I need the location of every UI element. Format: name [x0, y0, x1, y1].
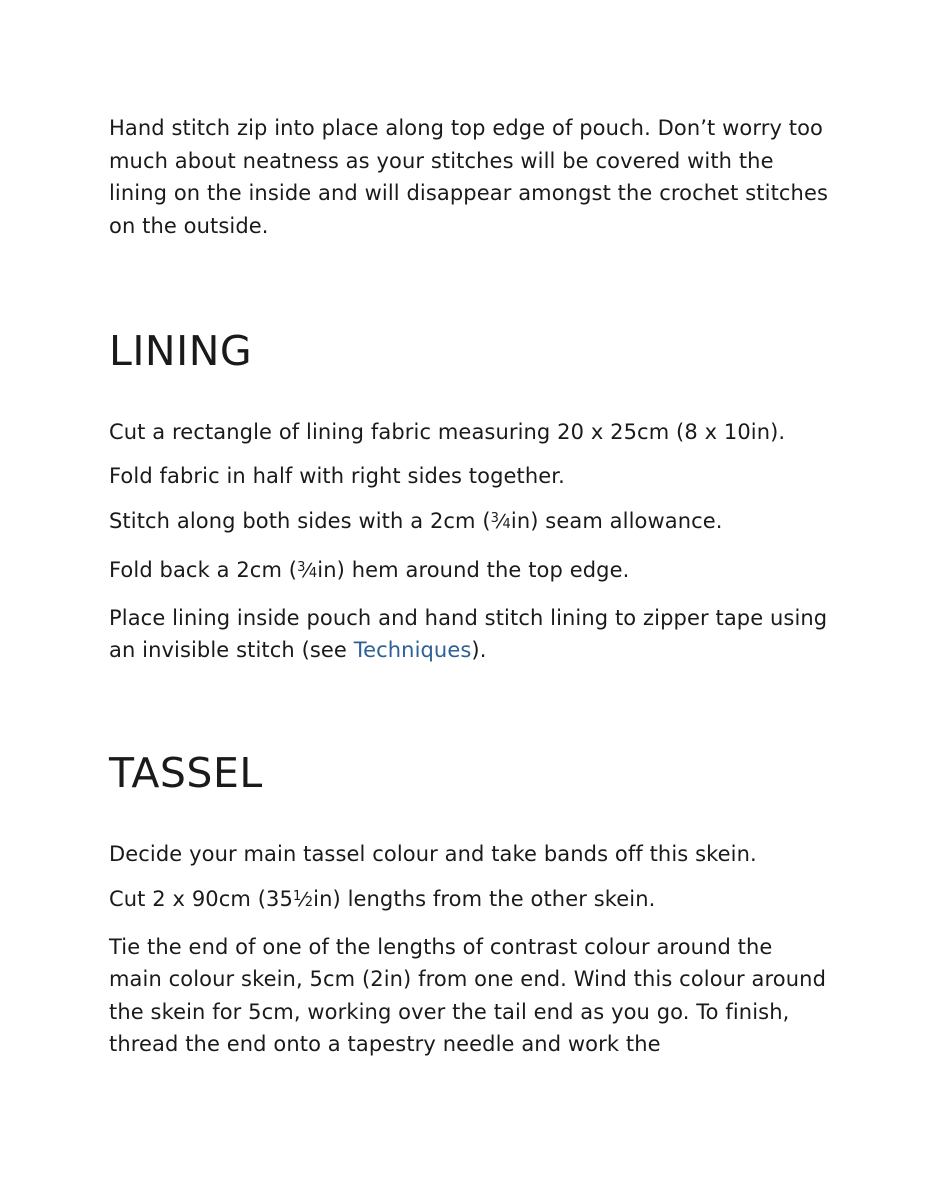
lining-step-4-text-b: in) hem around the top edge.	[317, 558, 630, 583]
fraction-denominator: 4	[308, 566, 318, 582]
lining-step-4: Fold back a 2cm ($^3$⁄4in) hem around the top edge.	[109, 558, 630, 583]
lining-step-5-text-a: Place lining inside pouch and hand stitch lining to zipper tape using an invisible stitch (see	[109, 605, 828, 663]
lining-step-3-text-a: Stitch along both sides with a 2cm (	[109, 508, 491, 533]
fraction-numerator: 3	[490, 511, 500, 526]
tassel-step-3: Tie the end of one of the lengths of contrast colour around the main colour skein, 5cm (2in) from one end. Wind this colour around the skein for 5cm, working over the tail end as you go. To finish, thread the end onto a tapestry needle and work the	[109, 934, 827, 1057]
lining-step-3: Stitch along both sides with a 2cm ($^3$⁄4in) seam allowance.	[109, 508, 723, 533]
tassel-step-2: Cut 2 x 90cm $(35^1⁄2in)$ lengths from the other skein.	[109, 887, 656, 912]
fraction-denominator: 4	[502, 516, 511, 532]
lining-step-5	[109, 602, 829, 667]
fraction-numerator: 3	[297, 560, 306, 576]
tassel-heading: TASSEL	[109, 748, 263, 797]
fraction-denominator: 2	[304, 895, 314, 911]
fraction-numerator: 1	[292, 889, 302, 905]
lining-step-3-text-b: in) seam allowance.	[510, 508, 723, 533]
intro-paragraph: Hand stitch zip into place along top edge of pouch. Don’t worry too much about neatness as your stitches will be covered with the lining on the inside and will disappear amongst the crochet stitches on the outside.	[109, 116, 829, 238]
lining-step-4-text-a: Fold back a 2cm (	[109, 558, 298, 583]
techniques-link[interactable]: Techniques	[353, 638, 472, 663]
tassel-step-1: Decide your main tassel colour and take bands off this skein.	[109, 841, 757, 866]
tassel-step-2-text-a: Cut 2 x 90cm (35	[109, 887, 293, 912]
lining-step-5-text-b: ).	[471, 638, 487, 663]
lining-step-1: Cut a rectangle of lining fabric measuring 20 x 25cm (8 x 10in).	[109, 420, 786, 444]
document-page	[109, 112, 829, 1072]
lining-step-2: Fold fabric in half with right sides together.	[109, 463, 565, 488]
lining-heading: LINING	[109, 327, 253, 375]
tassel-step-2-text-b: in) lengths from the other skein.	[313, 887, 656, 912]
